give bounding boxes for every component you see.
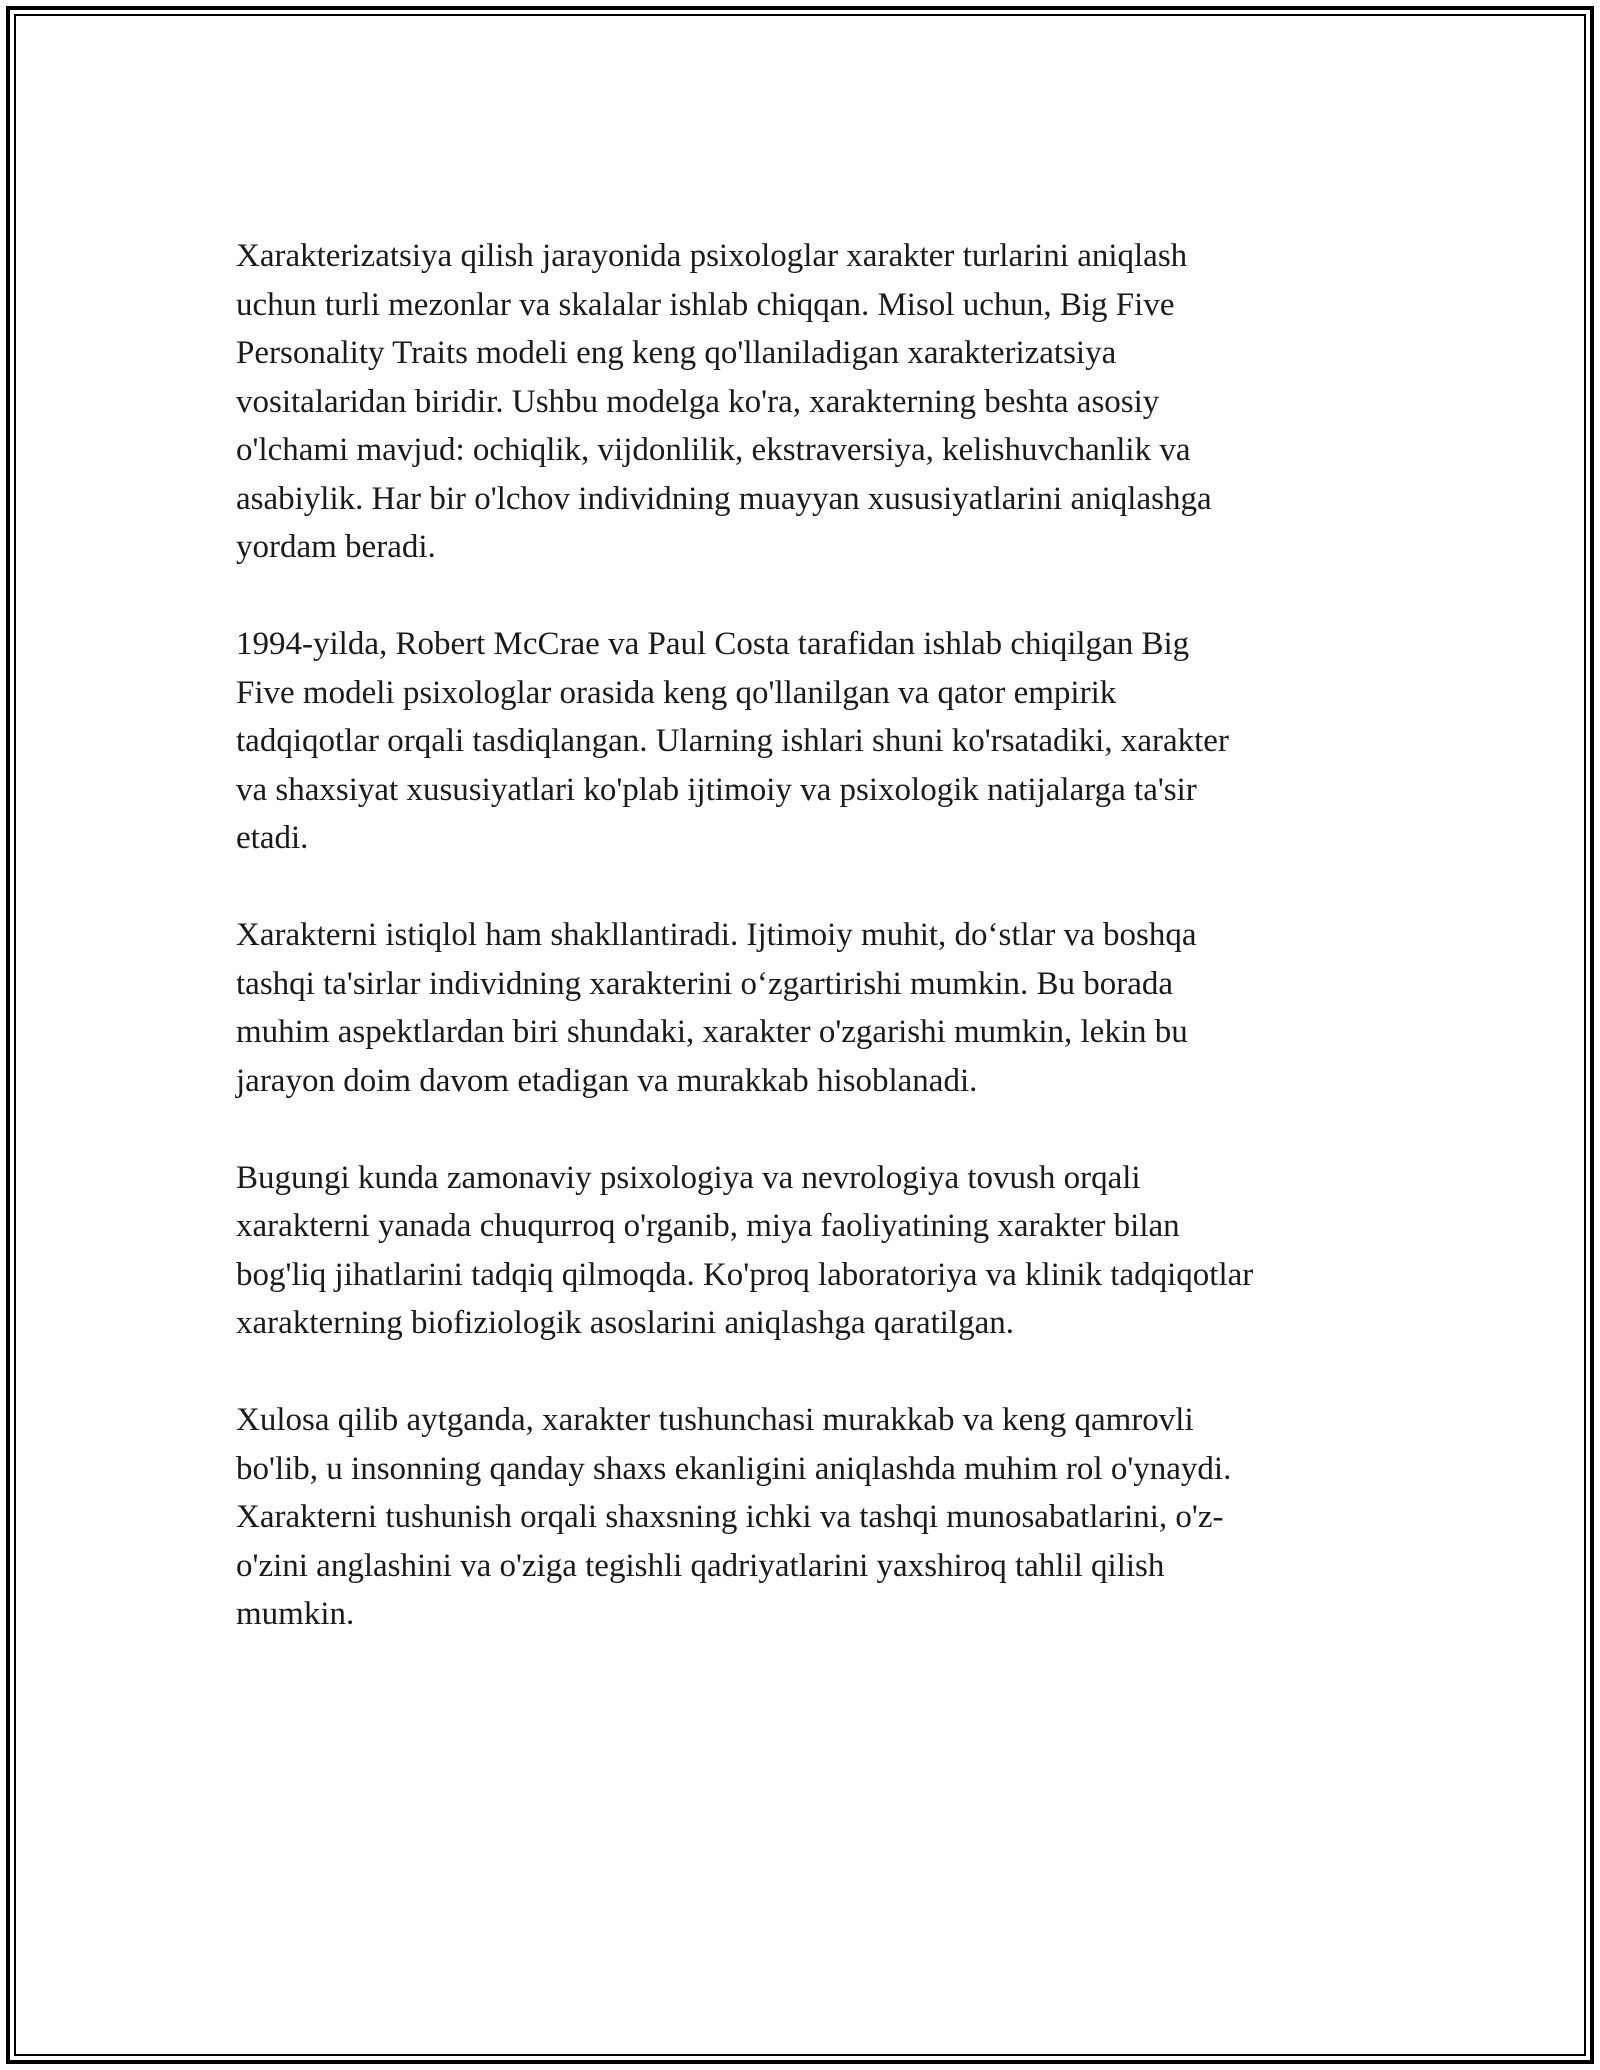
text-line: uchun turli mezonlar va skalalar ishlab chiqqan. Misol uchun, Big Five (236, 286, 1175, 323)
text-line: yordam beradi. (236, 529, 436, 565)
text-line: o'lchami mavjud: ochiqlik, vijdonlilik, ekstraversiya, kelishuvchanlik va (236, 432, 1191, 468)
text-line: tadqiqotlar orqali tasdiqlangan. Ularning ishlari shuni ko'rsatadiki, xarakter (236, 723, 1229, 759)
text-line: Personality Traits modeli eng keng qo'llaniladigan xarakterizatsiya (236, 335, 1117, 371)
text-line: bog'liq jihatlarini tadqiq qilmoqda. Ko'proq laboratoriya va klinik tadqiqotlar (236, 1256, 1254, 1293)
text-line: va shaxsiyat xususiyatlari ko'plab ijtimoiy va psixologik natijalarga ta'sir (236, 771, 1197, 808)
text-line: bo'lib, u insonning qanday shaxs ekanligini aniqlashda muhim rol o'ynaydi. (236, 1450, 1232, 1487)
text-line: Bugungi kunda zamonaviy psixologiya va nevrologiya tovush orqali (236, 1159, 1141, 1196)
text-line: 1994-yilda, Robert McCrae va Paul Costa tarafidan ishlab chiqilgan Big (236, 626, 1190, 662)
text-line: Xarakterni tushunish orqali shaxsning ichki va tashqi munosabatlarini, o'z- (236, 1499, 1224, 1535)
paragraph-4 (236, 1154, 1386, 1348)
text-line: asabiylik. Har bir o'lchov individning muayyan xususiyatlarini aniqlashga (236, 480, 1212, 517)
paragraph-5 (236, 1396, 1386, 1639)
paragraph-1 (236, 232, 1386, 572)
text-line: jarayon doim davom etadigan va murakkab hisoblanadi. (236, 1062, 978, 1099)
text-line: Xarakterizatsiya qilish jarayonida psixologlar xarakter turlarini aniqlash (236, 238, 1188, 274)
text-line: Xulosa qilib aytganda, xarakter tushunchasi murakkab va keng qamrovli (236, 1402, 1194, 1438)
text-line: tashqi ta'sirlar individning xarakterini o‘zgartirishi mumkin. Bu borada (236, 965, 1174, 1002)
text-line: xarakterning biofiziologik asoslarini aniqlashga qaratilgan. (236, 1305, 1015, 1341)
text-line: muhim aspektlardan biri shundaki, xarakter o'zgarishi mumkin, lekin bu (236, 1014, 1188, 1050)
text-line: etadi. (236, 820, 309, 856)
text-line: Five modeli psixologlar orasida keng qo'llanilgan va qator empirik (236, 674, 1117, 711)
text-line: Xarakterni istiqlol ham shakllantiradi. Ijtimoiy muhit, do‘stlar va boshqa (236, 917, 1197, 953)
text-line: o'zini anglashini va o'ziga tegishli qadriyatlarini yaxshiroq tahlil qilish (236, 1547, 1165, 1584)
document-body (236, 232, 1386, 1687)
paragraph-2 (236, 620, 1386, 863)
paragraph-3 (236, 911, 1386, 1105)
text-line: xarakterni yanada chuqurroq o'rganib, miya faoliyatining xarakter bilan (236, 1208, 1180, 1244)
text-line: mumkin. (236, 1596, 355, 1632)
text-line: vositalaridan biridir. Ushbu modelga ko'ra, xarakterning beshta asosiy (236, 383, 1160, 420)
